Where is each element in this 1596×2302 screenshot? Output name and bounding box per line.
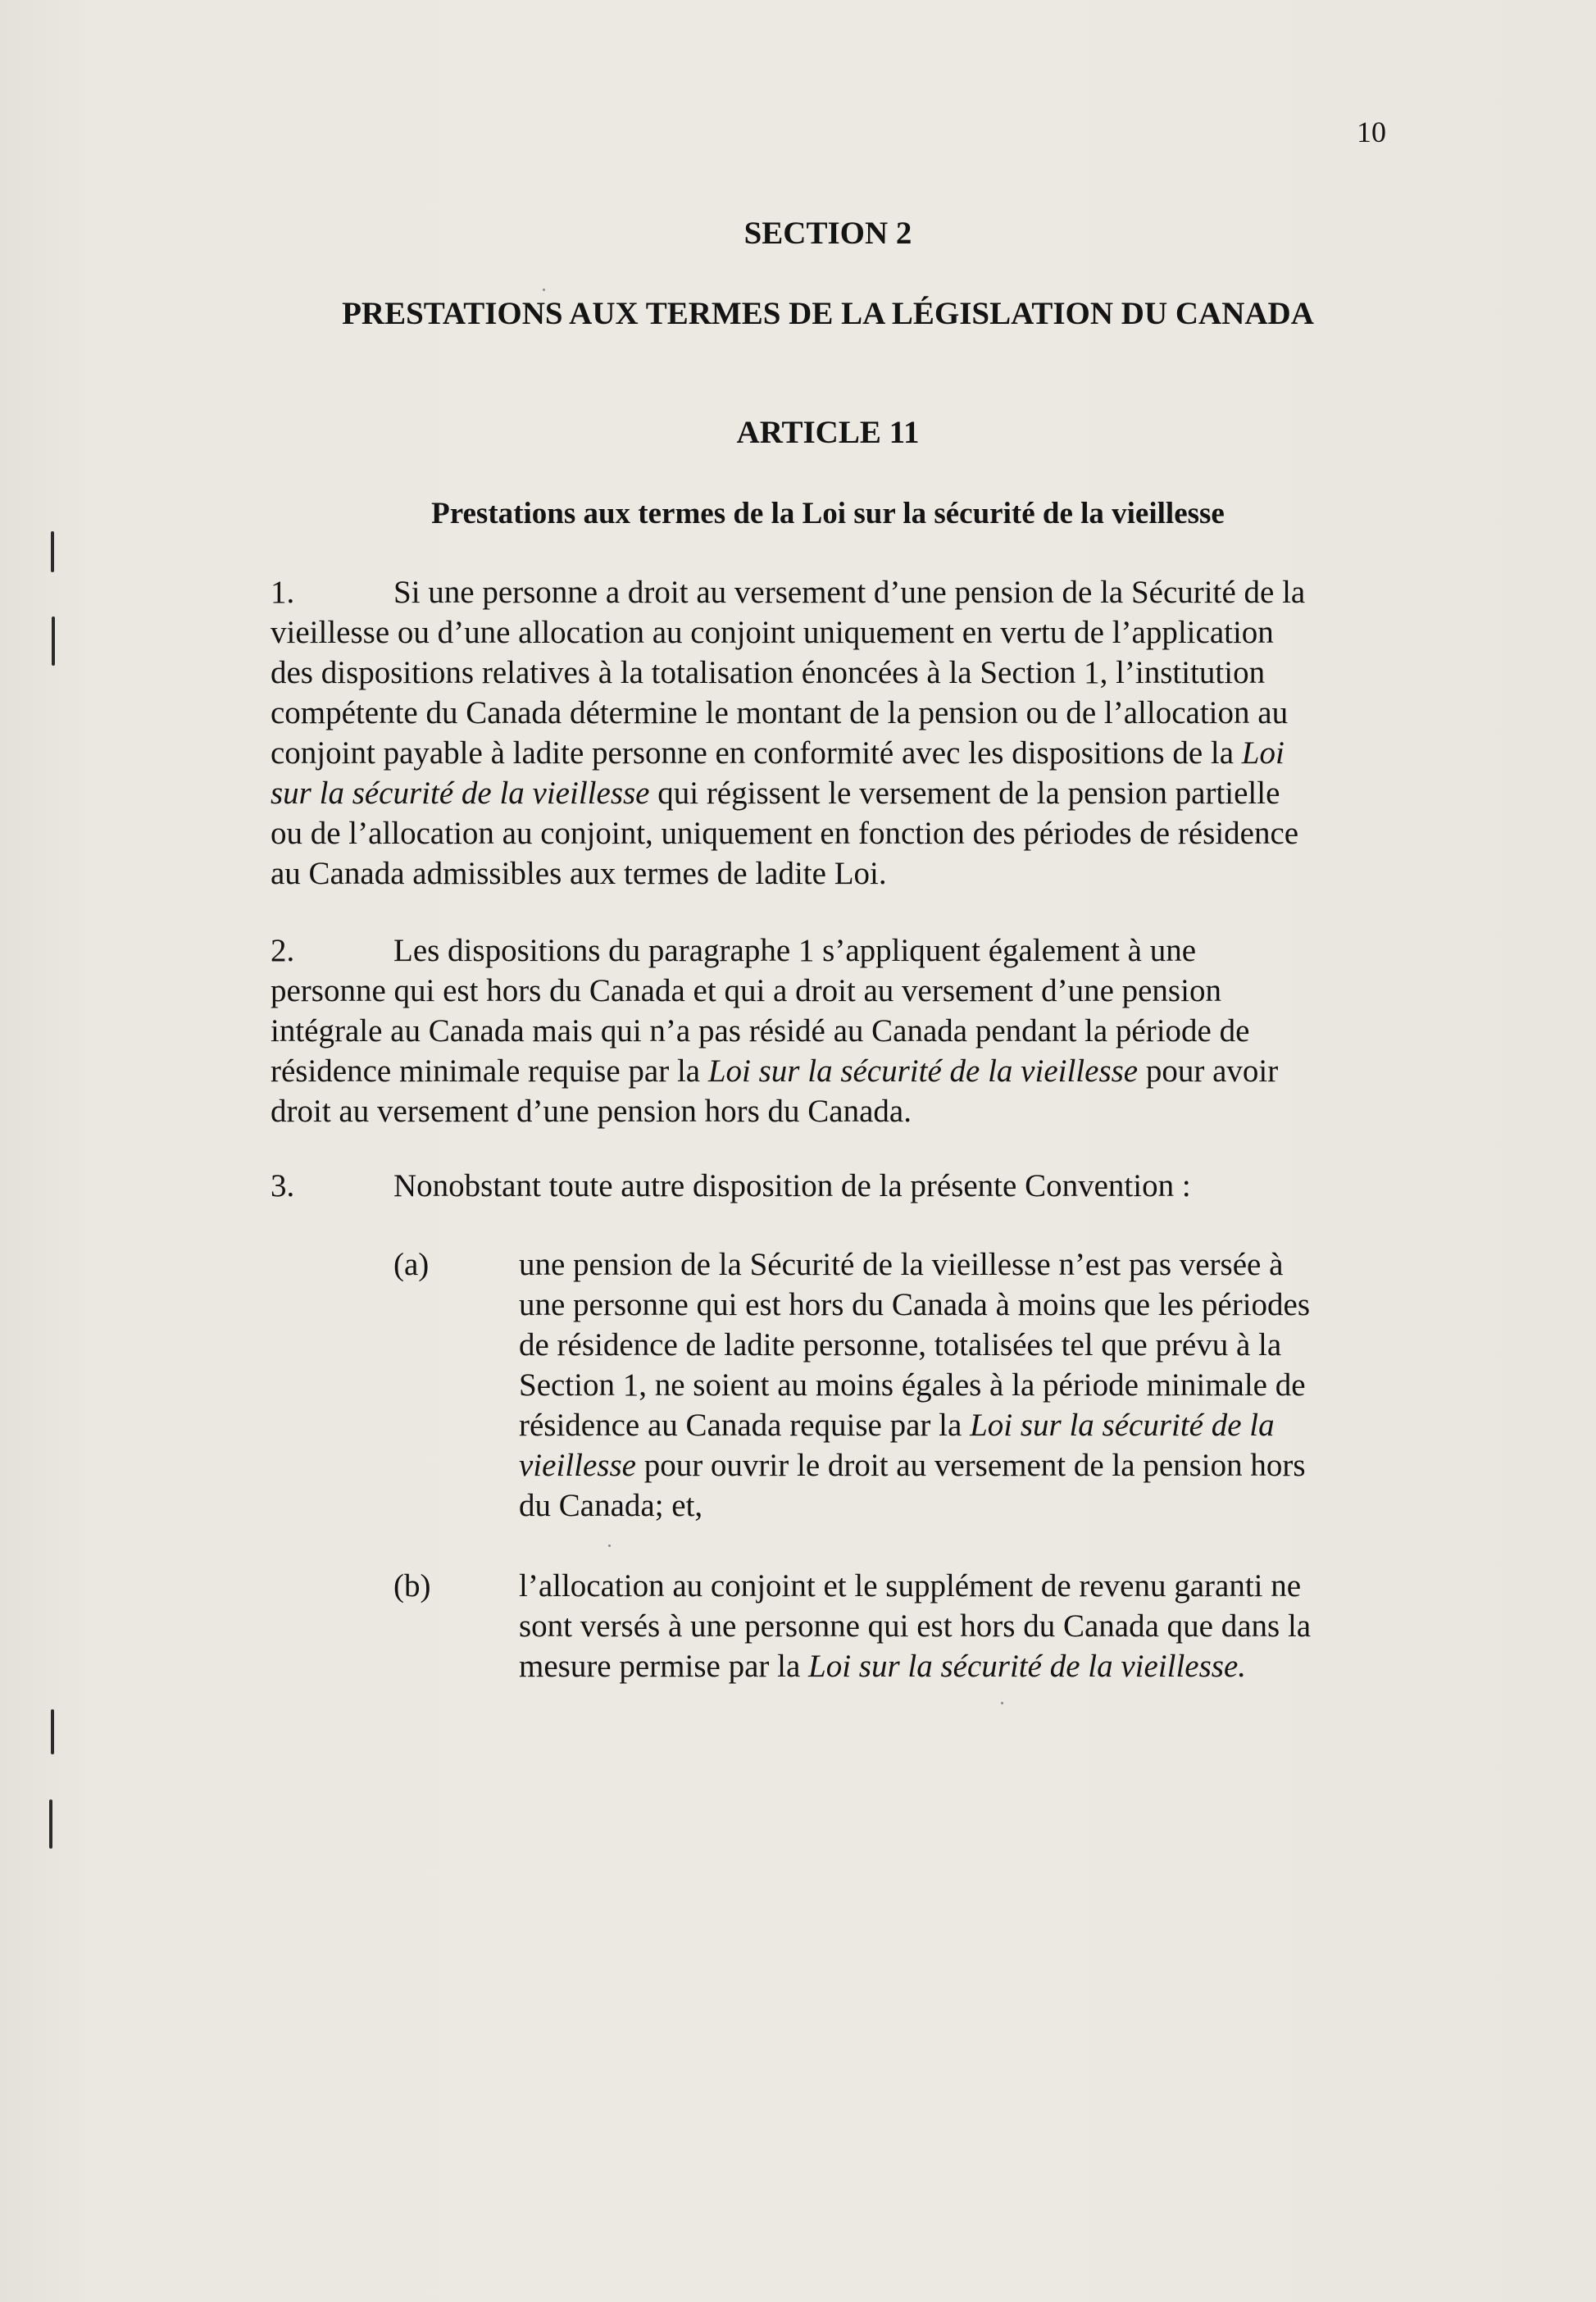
article-heading: ARTICLE 11 [736, 415, 920, 450]
item-b-line [519, 1646, 1388, 1686]
text-run: pour avoir [1138, 1053, 1279, 1089]
paragraph-3-line [271, 1166, 1385, 1206]
binding-mark [49, 1799, 52, 1849]
paper-speck [1001, 1702, 1003, 1704]
paragraph-2-line: personne qui est hors du Canada et qui a droit au versement d’une pension [271, 973, 1221, 1008]
paragraph-2-line: droit au versement d’une pension hors du Canada. [271, 1094, 912, 1129]
title-heading: PRESTATIONS AUX TERMES DE LA LÉGISLATION DU CANADA [342, 296, 1314, 331]
paper-speck [608, 1545, 611, 1547]
paragraph-3-intro [271, 1166, 1385, 1206]
item-a-label: (a) [393, 1247, 430, 1282]
italic-law-title: sur la sécurité de la vieillesse [271, 776, 650, 811]
text-run: pour ouvrir le droit au versement de la pension hors [635, 1448, 1306, 1483]
paragraph-number: 1. [271, 575, 295, 610]
item-a-line: Section 1, ne soient au moins égales à la période minimale de [519, 1367, 1306, 1403]
article-title: Prestations aux termes de la Loi sur la sécurité de la vieillesse [431, 497, 1225, 530]
text-run: résidence au Canada requise par la [519, 1408, 971, 1443]
item-a-line: de résidence de ladite personne, totalisées tel que prévu à la [519, 1327, 1282, 1363]
paragraph-2-line [271, 930, 1385, 971]
text-run: résidence minimale requise par la [271, 1053, 708, 1089]
paragraph-1-line: ou de l’allocation au conjoint, uniquement en fonction des périodes de résidence [271, 816, 1299, 851]
italic-law-title: vieillesse [519, 1448, 636, 1483]
paragraph-1-line: des dispositions relatives à la totalisation énoncées à la Section 1, l’institution [271, 655, 1266, 690]
paragraph-1-line [271, 733, 1385, 773]
paragraph-1-line [271, 773, 1385, 813]
paragraph-2-line [271, 1051, 1385, 1091]
item-a-line: une pension de la Sécurité de la vieillesse n’est pas versée à [519, 1247, 1284, 1282]
item-b-line: sont versés à une personne qui est hors du Canada que dans la [519, 1608, 1312, 1644]
item-a-line: une personne qui est hors du Canada à moins que les périodes [519, 1287, 1311, 1322]
paragraph-2 [271, 930, 1385, 1131]
paragraph-1-line: vieillesse ou d’une allocation au conjoint uniquement en vertu de l’application [271, 615, 1274, 650]
text-run: Les dispositions du paragraphe 1 s’appliquent également à une [393, 933, 1197, 968]
page-number: 10 [1357, 116, 1386, 148]
paragraph-number: 3. [271, 1168, 295, 1203]
italic-law-title: Loi sur la sécurité de la vieillesse. [808, 1649, 1247, 1684]
item-a-line: du Canada; et, [519, 1488, 703, 1523]
binding-mark [51, 1709, 54, 1754]
text-run: qui régissent le versement de la pension partielle [649, 776, 1280, 811]
text-run: mesure permise par la [519, 1649, 809, 1684]
text-run: Si une personne a droit au versement d’une pension de la Sécurité de la [393, 575, 1306, 610]
paragraph-number: 2. [271, 933, 295, 968]
italic-law-title: Loi sur la sécurité de la vieillesse [707, 1053, 1139, 1089]
item-a-line [519, 1405, 1388, 1445]
paragraph-1 [271, 572, 1385, 894]
item-b-text [519, 1566, 1388, 1686]
item-a-line [519, 1445, 1388, 1485]
item-b-line: l’allocation au conjoint et le supplément de revenu garanti ne [519, 1568, 1302, 1604]
paragraph-2-line: intégrale au Canada mais qui n’a pas résidé au Canada pendant la période de [271, 1013, 1250, 1049]
paragraph-1-line: au Canada admissibles aux termes de ladite Loi. [271, 856, 887, 891]
item-b-label: (b) [393, 1568, 431, 1604]
paper-speck [543, 289, 545, 291]
item-a-text [519, 1244, 1388, 1526]
italic-law-title: Loi [1241, 735, 1285, 771]
section-heading: SECTION 2 [743, 216, 912, 251]
paragraph-1-line [271, 572, 1385, 612]
text-run: conjoint payable à ladite personne en conformité avec les dispositions de la [271, 735, 1242, 771]
italic-law-title: Loi sur la sécurité de la [970, 1408, 1275, 1443]
paragraph-1-line: compétente du Canada détermine le montant de la pension ou de l’allocation au [271, 695, 1289, 730]
text-run: Nonobstant toute autre disposition de la présente Convention : [393, 1168, 1191, 1203]
binding-mark [52, 616, 55, 666]
binding-mark [51, 531, 54, 572]
